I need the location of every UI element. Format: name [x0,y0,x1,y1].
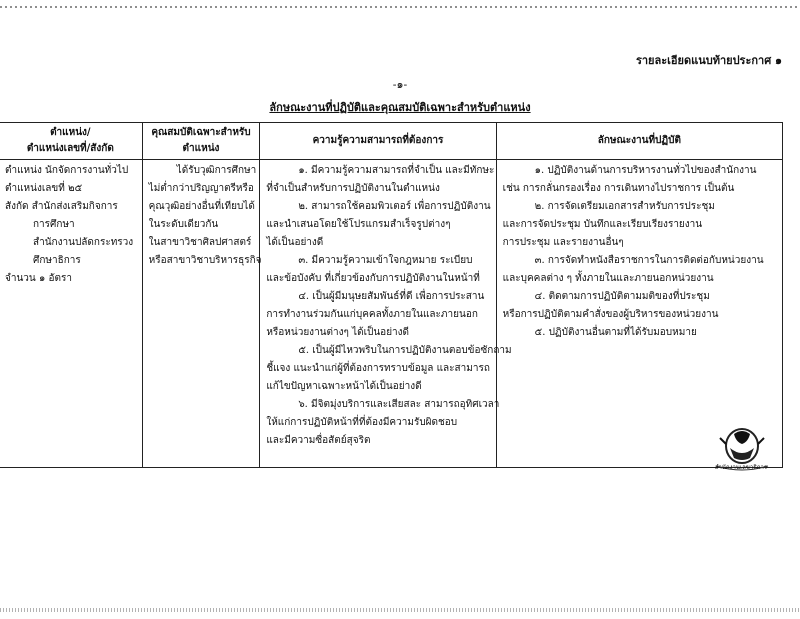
scan-edge-bottom [0,608,800,612]
seal-text: สำนักงานเลขาธิการ [714,464,768,471]
knowledge-line: ชี้แจง แนะนำแก่ผู้ที่ต้องการทราบข้อมูล และสามารถ [266,363,490,374]
knowledge-line: ๒. สามารถใช้คอมพิวเตอร์ เพื่อการปฏิบัติงาน [298,201,491,212]
header-qualification-line1: คุณสมบัติเฉพาะสำหรับ [151,127,251,138]
position-number: ตำแหน่งเลขที่ ๒๕ [5,183,83,194]
duties-line: การประชุม และรายงานอื่นๆ [502,237,624,248]
cell-knowledge [260,160,512,468]
qualification-line: ไม่ต่ำกว่าปริญญาตรีหรือ [148,183,254,194]
qualification-line: หรือสาขาวิชาบริหารธุรกิจ [148,255,262,266]
position-affiliation-ministry: สำนักงานปลัดกระทรวง [33,237,134,248]
document-title: ลักษณะงานที่ปฏิบัติและคุณสมบัติเฉพาะสำหรับตำแหน่ง [269,101,531,114]
header-duties: ลักษณะงานที่ปฏิบัติ [496,123,782,160]
knowledge-line: ๑. มีความรู้ความสามารถที่จำเป็น และมีทักษะ [298,165,495,176]
duties-line: และการจัดประชุม บันทึกและเรียบเรียงรายงาน [502,219,703,230]
position-affiliation: สังกัด สำนักส่งเสริมกิจการ [5,201,118,212]
knowledge-line: และมีความซื่อสัตย์สุจริต [266,435,371,446]
table-header-row [0,123,783,160]
header-position-line1: ตำแหน่ง/ [50,127,91,138]
knowledge-line: และข้อบังคับ ที่เกี่ยวข้องกับการปฏิบัติงานในหน้าที่ [266,273,480,284]
knowledge-line: ให้แก่การปฏิบัติหน้าที่ที่ต้องมีความรับผิดชอบ [266,417,458,428]
qualification-line: ได้รับวุฒิการศึกษา [176,165,257,176]
duties-line: หรือการปฏิบัติตามคำสั่งของผู้บริหารของหน่วยงาน [502,309,719,320]
knowledge-line: ๖. มีจิตมุ่งบริการและเสียสละ สามารถอุทิศเวลา [298,399,500,410]
garuda-seal-icon [712,424,770,472]
knowledge-line: และนำเสนอโดยใช้โปรแกรมสำเร็จรูปต่างๆ [266,219,451,230]
position-affiliation-ministry-cont: ศึกษาธิการ [33,255,81,266]
duties-line: และบุคคลต่าง ๆ ทั้งภายในและภายนอกหน่วยงาน [502,273,714,284]
duties-line: ๑. ปฏิบัติงานด้านการบริหารงานทั่วไปของสำนักงาน [534,165,757,176]
header-position-line2: ตำแหน่งเลขที่/สังกัด [26,143,114,154]
annex-label: รายละเอียดแนบท้ายประกาศ ๑ [635,54,782,67]
duties-line: เช่น การกลั่นกรองเรื่อง การเดินทางไปราชการ เป็นต้น [502,183,735,194]
duties-line: ๔. ติดตามการปฏิบัติตามมติของที่ประชุม [534,291,710,302]
position-affiliation-cont: การศึกษา [33,219,75,230]
cell-duties [496,160,782,468]
cell-qualification [142,160,260,468]
knowledge-line: ที่จำเป็นสำหรับการปฏิบัติงานในตำแหน่ง [266,183,440,194]
header-qualification [142,123,260,160]
knowledge-line: แก้ไขปัญหาเฉพาะหน้าได้เป็นอย่างดี [266,381,422,392]
qualification-line: ในระดับเดียวกัน [148,219,219,230]
header-knowledge: ความรู้ความสามารถที่ต้องการ [260,123,496,160]
cell-position [0,160,142,468]
qualification-line: คุณวุฒิอย่างอื่นที่เทียบได้ [148,201,255,212]
duties-line: ๒. การจัดเตรียมเอกสารสำหรับการประชุม [534,201,715,212]
table-row [0,160,783,468]
header-position [0,123,142,160]
page-number: -๑- [392,78,408,91]
scan-edge-top [0,6,800,8]
duties-line: ๕. ปฏิบัติงานอื่นตามที่ได้รับมอบหมาย [534,327,697,338]
qualification-line: ในสาขาวิชาศิลปศาสตร์ [148,237,252,248]
position-name: ตำแหน่ง นักจัดการงานทั่วไป [5,165,129,176]
knowledge-line: ได้เป็นอย่างดี [266,237,324,248]
duties-line: ๓. การจัดทำหนังสือราชการในการติดต่อกับหน่วยงาน [534,255,764,266]
knowledge-line: ๔. เป็นผู้มีมนุษยสัมพันธ์ที่ดี เพื่อการประสาน [298,291,485,302]
knowledge-line: ๓. มีความรู้ความเข้าใจกฎหมาย ระเบียบ [298,255,473,266]
position-details-table [0,122,783,468]
header-qualification-line2: ตำแหน่ง [182,143,220,154]
position-count: จำนวน ๑ อัตรา [5,273,72,284]
knowledge-line: หรือหน่วยงานต่างๆ ได้เป็นอย่างดี [266,327,410,338]
knowledge-line: ๕. เป็นผู้มีไหวพริบในการปฏิบัติงานตอบข้อซักถาม [298,345,512,356]
knowledge-line: การทำงานร่วมกันแก่บุคคลทั้งภายในและภายนอก [266,309,478,320]
